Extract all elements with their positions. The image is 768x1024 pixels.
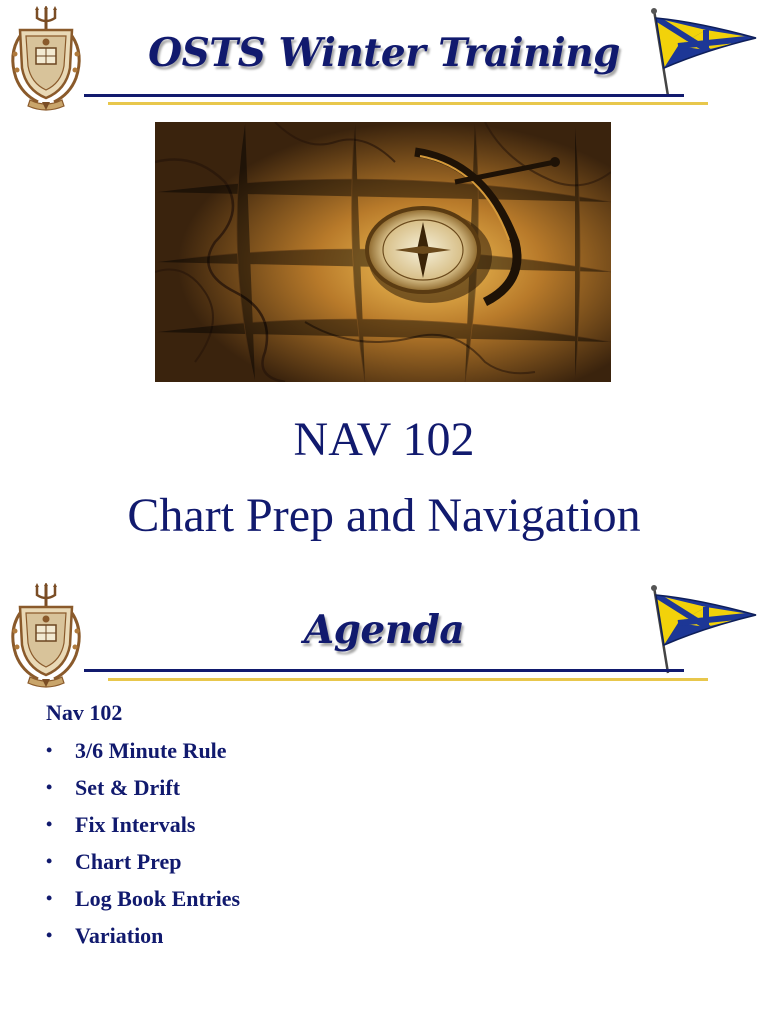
header-rule-gold	[108, 678, 708, 681]
agenda-slide	[0, 575, 768, 1024]
slide-title-line-1: NAV 102	[293, 413, 475, 466]
header-rule-gold	[108, 102, 708, 105]
agenda-item: • Set & Drift	[46, 774, 240, 811]
naval-academy-crest-icon	[6, 583, 86, 689]
sailing-pennant-flag-icon	[648, 8, 760, 98]
agenda-item: • Variation	[46, 922, 240, 959]
agenda-item: • Log Book Entries	[46, 885, 240, 922]
agenda-header-title: Agenda	[303, 607, 465, 653]
agenda-item: • Fix Intervals	[46, 811, 240, 848]
header-title: OSTS Winter Training	[148, 30, 620, 76]
naval-academy-crest-icon	[6, 6, 86, 112]
agenda-item: • 3/6 Minute Rule	[46, 737, 240, 774]
slide-title-line-2: Chart Prep and Navigation	[127, 489, 641, 542]
compass-on-map-image	[155, 122, 611, 382]
header-rule-navy	[84, 669, 684, 672]
header-rule-navy	[84, 94, 684, 97]
agenda-item: • Chart Prep	[46, 848, 240, 885]
sailing-pennant-flag-icon	[648, 585, 760, 675]
agenda-list	[46, 737, 240, 959]
agenda-list-heading: Nav 102	[46, 700, 123, 725]
